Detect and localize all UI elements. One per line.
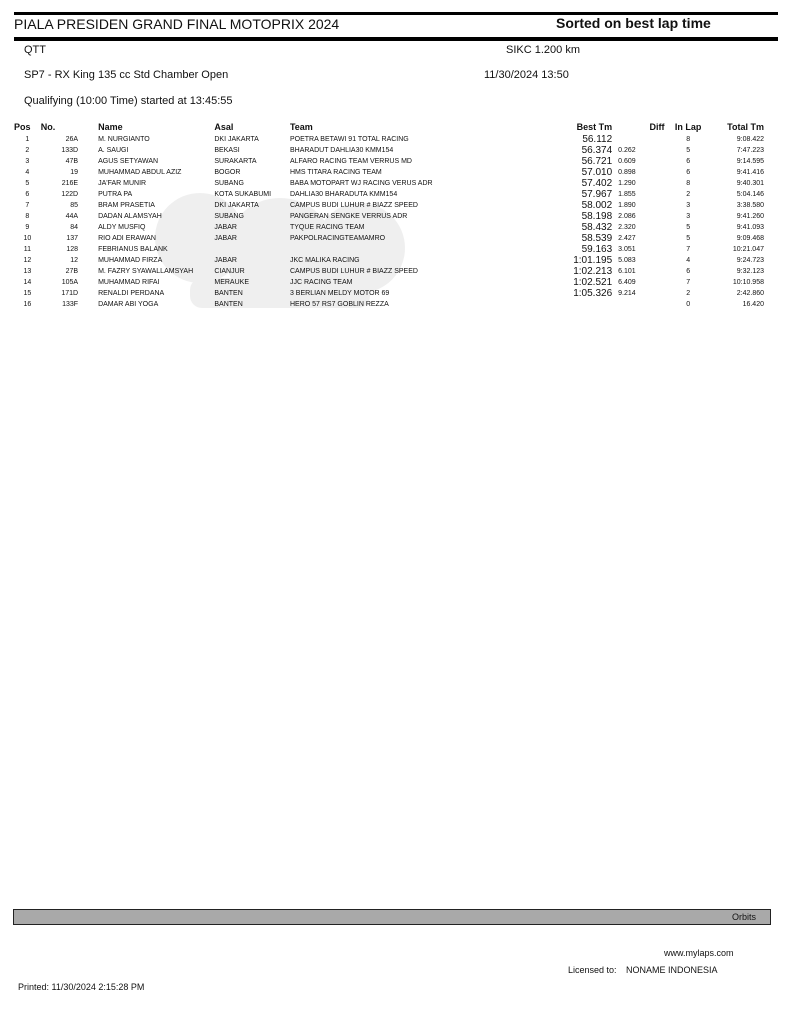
cell-inlap: 3 [686,202,691,209]
table-row [14,277,778,288]
cell-asal: MERAUKE [214,279,249,286]
cell-best: 1:02.213 [573,266,613,277]
cell-name: BRAM PRASETIA [98,202,155,209]
cell-inlap: 6 [686,268,691,275]
cell-pos: 16 [23,301,32,308]
cell-diff [618,299,664,310]
cell-total: 9:08.422 [736,136,764,143]
table-row [14,134,778,145]
cell-diff [618,134,664,145]
cell-pos: 11 [23,246,31,253]
cell-team: CAMPUS BUDI LUHUR # BIAZZ SPEED [289,268,418,275]
table-row [14,222,778,233]
cell-no: 128 [66,246,79,253]
cell-team: TYQUE RACING TEAM [289,224,365,231]
cell-name: FEBRIANUS BALANK [98,246,168,253]
col-no-header: No. [40,122,56,132]
cell-total: 16.420 [742,301,764,308]
cell-pos: 9 [25,224,30,231]
cell-asal: JABAR [214,235,237,242]
cell-pos: 12 [23,257,32,264]
cell-no: 216E [61,180,79,187]
cell-no: 47B [65,158,79,165]
table-row [14,244,778,255]
cell-total: 9:40.301 [736,180,764,187]
cell-inlap: 7 [686,246,691,253]
cell-total: 10:21.047 [732,246,764,253]
cell-pos: 8 [25,213,30,220]
cell-team: ALFARO RACING TEAM VERRUS MD [289,158,412,165]
table-row [14,288,778,299]
cell-pos: 6 [25,191,30,198]
cell-total: 10:10.958 [732,279,764,286]
cell-diff: 6.101 [618,268,636,275]
col-pos-header: Pos [14,122,31,132]
cell-name: M. NURGIANTO [98,136,150,143]
cell-no: 122D [61,191,79,198]
cell-best: 1:05.326 [573,288,613,299]
cell-name: MUHAMMAD RIFAI [98,279,160,286]
cell-diff: 2.086 [618,213,636,220]
cell-no: 19 [70,169,79,176]
cell-total: 9:14.595 [736,158,764,165]
cell-name: ALDY MUSFIQ [98,224,146,231]
cell-total: 3:38.580 [736,202,764,209]
cell-best: 56.374 [581,145,613,156]
table-row [14,266,778,277]
col-diff-header: Diff [649,122,665,132]
cell-name: AGUS SETYAWAN [98,158,159,165]
cell-asal: BANTEN [214,301,243,308]
cell-best: 57.967 [581,189,613,200]
col-name-header: Name [98,122,123,132]
cell-diff: 6.409 [618,279,636,286]
cell-asal: DKI JAKARTA [214,202,259,209]
cell-best: 1:02.521 [573,277,613,288]
cell-best [555,299,619,310]
cell-name: DAMAR ABI YOGA [98,301,159,308]
cell-total: 9:41.416 [736,169,764,176]
table-row [14,211,778,222]
cell-pos: 3 [25,158,30,165]
cell-team: PANGERAN SENGKE VERRUS ADR [289,213,408,220]
cell-team: POETRA BETAWI 91 TOTAL RACING [289,136,409,143]
cell-diff: 0.609 [618,158,636,165]
cell-asal [214,244,290,255]
cell-asal: SUBANG [214,180,244,187]
table-row [14,156,778,167]
cell-inlap: 8 [686,136,691,143]
cell-best: 59.163 [581,244,613,255]
cell-team: PAKPOLRACINGTEAMAMRO [289,235,386,242]
cell-best: 58.002 [581,200,613,211]
cell-team: BABA MOTOPART WJ RACING VERUS ADR [289,180,433,187]
cell-pos: 5 [25,180,30,187]
website-text: www.mylaps.com [664,948,734,958]
cell-team: JKC MALIKA RACING [289,257,360,264]
cell-name: PUTRA PA [98,191,133,198]
cell-total: 7:47.223 [736,147,764,154]
track-info: SIKC 1.200 km [506,44,580,56]
licensed-label: Licensed to: [568,965,617,975]
cell-diff: 9.214 [618,290,636,297]
cell-best: 58.432 [581,222,613,233]
col-team-header: Team [289,122,313,132]
session-datetime: 11/30/2024 13:50 [484,69,569,81]
cell-diff: 1.890 [618,202,636,209]
cell-best: 56.112 [582,134,613,145]
cell-pos: 14 [23,279,32,286]
cell-team: CAMPUS BUDI LUHUR # BIAZZ SPEED [289,202,418,209]
cell-inlap: 8 [686,180,691,187]
cell-name: MUHAMMAD FIRZA [98,257,163,264]
cell-no: 27B [65,268,79,275]
cell-asal: SUBANG [214,213,244,220]
cell-asal: SURAKARTA [214,158,257,165]
cell-team: 3 BERLIAN MELDY MOTOR 69 [289,290,390,297]
session-code: QTT [24,44,46,56]
cell-total: 9:41.260 [736,213,764,220]
cell-team: HMS TITARA RACING TEAM [289,169,382,176]
cell-total: 9:09.468 [736,235,764,242]
cell-inlap: 6 [686,158,691,165]
cell-no: 133D [61,147,79,154]
cell-inlap: 3 [686,213,691,220]
cell-inlap: 6 [686,169,691,176]
table-row [14,189,778,200]
cell-team: DAHLIA30 BHARADUTA KMM154 [289,191,398,198]
cell-team: HERO 57 RS7 GOBLIN REZZA [289,301,389,308]
cell-no: 133F [62,301,79,308]
cell-diff: 1.855 [618,191,636,198]
cell-no: 85 [70,202,79,209]
cell-inlap: 7 [686,279,691,286]
cell-name: DADAN ALAMSYAH [98,213,162,220]
cell-inlap: 2 [686,290,691,297]
col-asal-header: Asal [214,122,234,132]
cell-name: RENALDI PERDANA [98,290,165,297]
printed-timestamp: Printed: 11/30/2024 2:15:28 PM [18,982,145,992]
cell-pos: 7 [25,202,30,209]
cell-team [290,244,555,255]
footer-bar-label: Orbits [731,912,756,922]
cell-asal: BANTEN [214,290,243,297]
cell-pos: 15 [23,290,32,297]
cell-best: 57.010 [581,167,613,178]
cell-inlap: 2 [686,191,691,198]
table-header-row [14,120,778,134]
licensee-name: NONAME INDONESIA [626,965,718,975]
cell-asal: JABAR [214,224,237,231]
cell-asal: KOTA SUKABUMI [214,191,272,198]
cell-best: 57.402 [581,178,613,189]
sort-caption: Sorted on best lap time [556,15,711,31]
cell-inlap: 4 [686,257,691,264]
cell-asal: BOGOR [214,169,241,176]
cell-total: 2:42.860 [736,290,764,297]
cell-no: 12 [70,257,79,264]
cell-inlap: 5 [686,147,691,154]
cell-pos: 2 [25,147,30,154]
cell-diff: 0.898 [618,169,636,176]
cell-pos: 1 [25,136,30,143]
table-row [14,145,778,156]
cell-diff: 3.051 [618,246,636,253]
cell-team: BHARADUT DAHLIA30 KMM154 [289,147,394,154]
cell-inlap: 0 [686,301,691,308]
cell-diff: 0.262 [618,147,636,154]
cell-asal: JABAR [214,257,237,264]
table-row [14,233,778,244]
cell-inlap: 5 [686,235,691,242]
cell-total: 9:24.723 [736,257,764,264]
cell-name: MUHAMMAD ABDUL AZIZ [98,169,182,176]
cell-diff: 2.320 [618,224,636,231]
cell-pos: 10 [23,235,32,242]
cell-name: RIO ADI ERAWAN [98,235,156,242]
class-name: SP7 - RX King 135 cc Std Chamber Open [24,69,229,81]
col-total-header: Total Tm [727,122,764,132]
cell-name: M. FAZRY SYAWALLAMSYAH [98,268,194,275]
cell-asal: BEKASI [214,147,240,154]
table-row [14,299,778,310]
table-row [14,178,778,189]
cell-pos: 4 [25,169,30,176]
cell-best: 1:01.195 [573,255,613,266]
cell-total: 9:41.093 [736,224,764,231]
cell-diff: 1.290 [618,180,636,187]
session-info: Qualifying (10:00 Time) started at 13:45:55 [24,95,233,107]
cell-pos: 13 [23,268,32,275]
cell-name: A. SAUGI [98,147,129,154]
cell-diff: 2.427 [618,235,636,242]
cell-no: 105A [61,279,79,286]
page-title: PIALA PRESIDEN GRAND FINAL MOTOPRIX 2024 [14,16,340,32]
cell-best: 56.721 [581,156,613,167]
cell-no: 137 [66,235,79,242]
cell-no: 171D [61,290,79,297]
cell-asal: DKI JAKARTA [214,136,259,143]
cell-inlap: 5 [686,224,691,231]
cell-best: 58.198 [581,211,613,222]
cell-no: 84 [70,224,79,231]
cell-name: JA'FAR MUNIR [98,180,147,187]
header-rule [14,37,778,41]
cell-no: 26A [65,136,79,143]
cell-total: 5:04.146 [736,191,764,198]
cell-diff: 5.083 [618,257,636,264]
table-row [14,200,778,211]
cell-total: 9:32.123 [736,268,764,275]
cell-asal: CIANJUR [214,268,245,275]
cell-team: JJC RACING TEAM [289,279,353,286]
cell-best: 58.539 [581,233,613,244]
footer-bar [13,909,771,925]
col-inlap-header: In Lap [674,122,702,132]
results-table [14,120,778,310]
cell-no: 44A [65,213,79,220]
col-best-header: Best Tm [576,122,613,132]
table-row [14,255,778,266]
table-row [14,167,778,178]
